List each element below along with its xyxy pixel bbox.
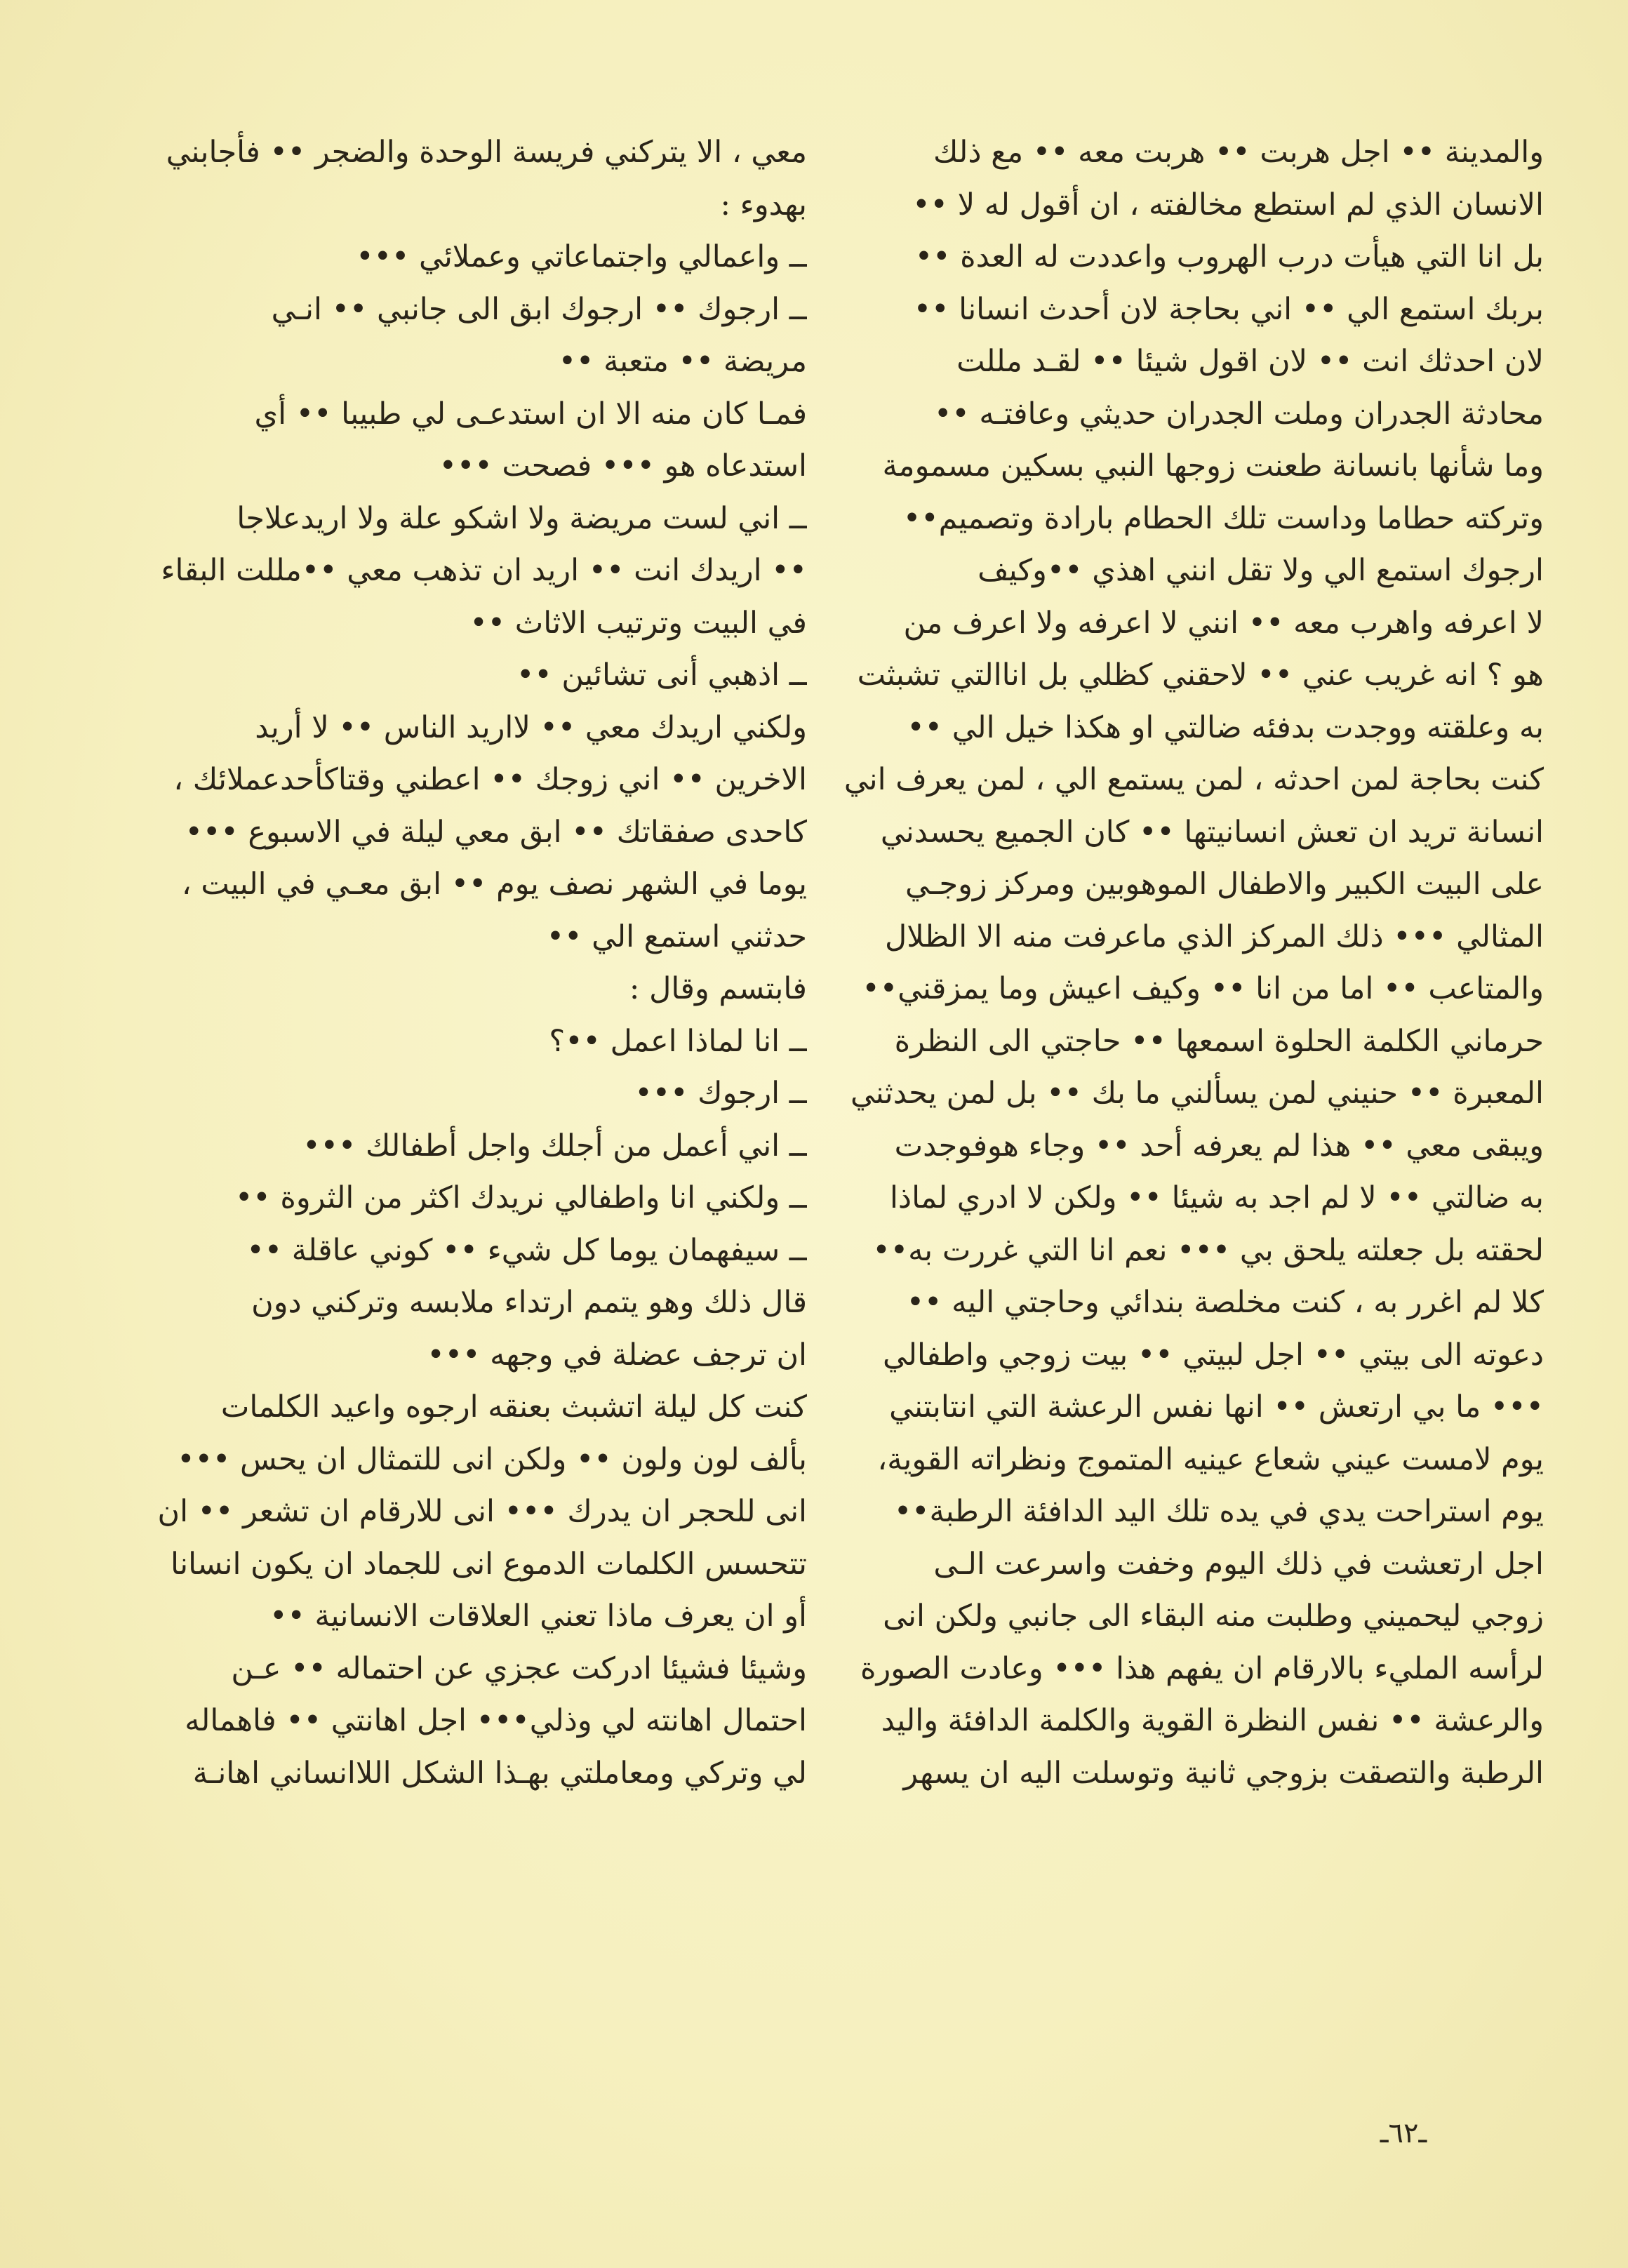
text-line: زوجي ليحميني وطلبت منه البقاء الى جانبي ولكن انى [883, 1599, 1544, 1634]
text-line: كنت كل ليلة اتشبث بعنقه ارجوه واعيد الكلمات [220, 1389, 807, 1425]
text-line: على البيت الكبير والاطفال الموهوبين ومركز زوجـي [905, 867, 1544, 902]
text-line: ــ اني لست مريضة ولا اشكو علة ولا اريدعلاجا [236, 500, 807, 536]
text-line: فابتسم وقال : [629, 971, 807, 1006]
text-line: ••• ما بي ارتعش •• انها نفس الرعشة التي انتابتني [889, 1389, 1544, 1425]
text-line: ــ انا لماذا اعمل ••؟ [549, 1023, 807, 1059]
text-line: لان احدثك انت •• لان اقول شيئا •• لقـد مللت [956, 344, 1544, 379]
text-line: بل انا التي هيأت درب الهروب واعددت له العدة •• [914, 239, 1544, 274]
text-line: ــ اذهبي أنى تشائين •• [516, 658, 807, 693]
text-line: لي وتركي ومعاملتي بهـذا الشكل اللاانساني اهانـة [192, 1755, 807, 1791]
text-line: قال ذلك وهو يتمم ارتداء ملابسه وتركني دون [251, 1285, 807, 1320]
text-line: والمتاعب •• اما من انا •• وكيف اعيش وما يمزقني•• [862, 971, 1544, 1006]
text-line: احتمال اهانته لي وذلي••• اجل اهانتي •• فاهماله [185, 1703, 807, 1738]
text-line: الرطبة والتصقت بزوجي ثانية وتوسلت اليه ان يسهر [903, 1755, 1544, 1791]
text-line: الاخرين •• اني زوجك •• اعطني وقتاكأحدعملائك ، [173, 762, 807, 797]
text-line: معي ، الا يتركني فريسة الوحدة والضجر •• فأجابني [166, 135, 807, 170]
text-line: وما شأنها بانسانة طعنت زوجها النبي بسكين مسمومة [882, 448, 1544, 483]
text-line: دعوته الى بيتي •• اجل لبيتي •• بيت زوجي واطفالي [883, 1337, 1544, 1373]
text-line: لا اعرفه واهرب معه •• انني لا اعرفه ولا اعرف من [903, 605, 1544, 641]
text-line: فمـا كان منه الا ان استدعـى لي طبيبا •• أي [254, 396, 807, 432]
page-number: ـ٦٢ـ [1380, 2117, 1427, 2149]
text-line: وشيئا فشيئا ادركت عجزي عن احتماله •• عـن [231, 1650, 807, 1686]
text-line: به وعلقته ووجدت بدفئه ضالتي او هكذا خيل الي •• [907, 709, 1544, 745]
text-line: ارجوك استمع الي ولا تقل انني اهذي ••وكيف [978, 553, 1544, 588]
text-line: بهدوء : [720, 187, 807, 222]
text-line: في البيت وترتيب الاثاث •• [469, 605, 807, 641]
text-line: بألف لون ولون •• ولكن انى للتمثال ان يحس ••• [177, 1441, 807, 1477]
text-line: يوم استراحت يدي في يده تلك اليد الدافئة الرطبة•• [893, 1494, 1544, 1529]
text-line: أو ان يعرف ماذا تعني العلاقات الانسانية •• [269, 1599, 807, 1634]
text-line: •• اريدك انت •• اريد ان تذهب معي ••مللت البقاء [161, 553, 807, 588]
text-line: ــ ولكني انا واطفالي نريدك اكثر من الثروة •• [234, 1180, 807, 1215]
text-line: كنت بحاجة لمن احدثه ، لمن يستمع الي ، لمن يعرف اني [843, 762, 1544, 797]
text-line: الانسان الذي لم استطع مخالفته ، ان أقول له لا •• [912, 187, 1544, 222]
text-line: استدعاه هو ••• فصحت ••• [439, 448, 807, 483]
text-line: انسانة تريد ان تعش انسانيتها •• كان الجميع يحسدني [880, 814, 1544, 850]
text-line: ــ سيفهمان يوما كل شيء •• كوني عاقلة •• [246, 1232, 807, 1268]
right-text-column [842, 126, 1544, 1799]
text-line: لرأسه المليء بالارقام ان يفهم هذا ••• وعادت الصورة [860, 1650, 1544, 1686]
text-line: بربك استمع الي •• اني بحاجة لان أحدث انسانا •• [913, 291, 1544, 327]
text-line: يوم لامست عيني شعاع عينيه المتموج ونظراته القوية، [877, 1441, 1544, 1477]
text-line: ويبقى معي •• هذا لم يعرفه أحد •• وجاء هوفوجدت [894, 1128, 1544, 1163]
text-line: كاحدى صفقاتك •• ابق معي ليلة في الاسبوع ••• [185, 814, 807, 850]
text-line: محادثة الجدران وملت الجدران حديثي وعافتـه •• [933, 396, 1544, 432]
text-line: هو ؟ انه غريب عني •• لاحقني كظلي بل اناالتي تشبثت [857, 658, 1544, 693]
left-text-column [105, 126, 807, 1799]
text-line: ــ ارجوك ••• [634, 1076, 807, 1111]
text-line: تتحسس الكلمات الدموع انى للجماد ان يكون انسانا [171, 1546, 807, 1582]
text-line: انى للحجر ان يدرك ••• انى للارقام ان تشعر •• ان [157, 1494, 807, 1529]
text-line: ــ واعمالي واجتماعاتي وعملائي ••• [356, 239, 807, 274]
text-line: المعبرة •• حنيني لمن يسألني ما بك •• بل لمن يحدثني [850, 1076, 1544, 1111]
text-line: والرعشة •• نفس النظرة القوية والكلمة الدافئة واليد [881, 1703, 1544, 1738]
text-line: ولكني اريدك معي •• لااريد الناس •• لا أريد [255, 709, 807, 745]
text-line: ان ترجف عضلة في وجهه ••• [427, 1337, 807, 1373]
text-line: والمدينة •• اجل هربت •• هربت معه •• مع ذلك [933, 135, 1544, 170]
text-line: حرماني الكلمة الحلوة اسمعها •• حاجتي الى النظرة [894, 1023, 1544, 1059]
text-line: اجل ارتعشت في ذلك اليوم وخفت واسرعت الـى [933, 1546, 1544, 1582]
text-line: المثالي ••• ذلك المركز الذي ماعرفت منه الا الظلال [884, 919, 1544, 954]
text-line: لحقته بل جعلته يلحق بي ••• نعم انا التي غررت به•• [872, 1232, 1544, 1268]
text-line: حدثني استمع الي •• [546, 919, 807, 954]
text-line: ــ ارجوك •• ارجوك ابق الى جانبي •• انـي [271, 291, 807, 327]
text-line: يوما في الشهر نصف يوم •• ابق معـي في البيت ، [181, 867, 807, 902]
text-line: مريضة •• متعبة •• [558, 344, 807, 379]
text-line: ــ اني أعمل من أجلك واجل أطفالك ••• [302, 1128, 807, 1163]
text-line: به ضالتي •• لا لم اجد به شيئا •• ولكن لا ادري لماذا [889, 1180, 1544, 1215]
text-line: وتركته حطاما وداست تلك الحطام بارادة وتصميم•• [902, 500, 1544, 536]
text-line: كلا لم اغرر به ، كنت مخلصة بندائي وحاجتي اليه •• [906, 1285, 1544, 1320]
